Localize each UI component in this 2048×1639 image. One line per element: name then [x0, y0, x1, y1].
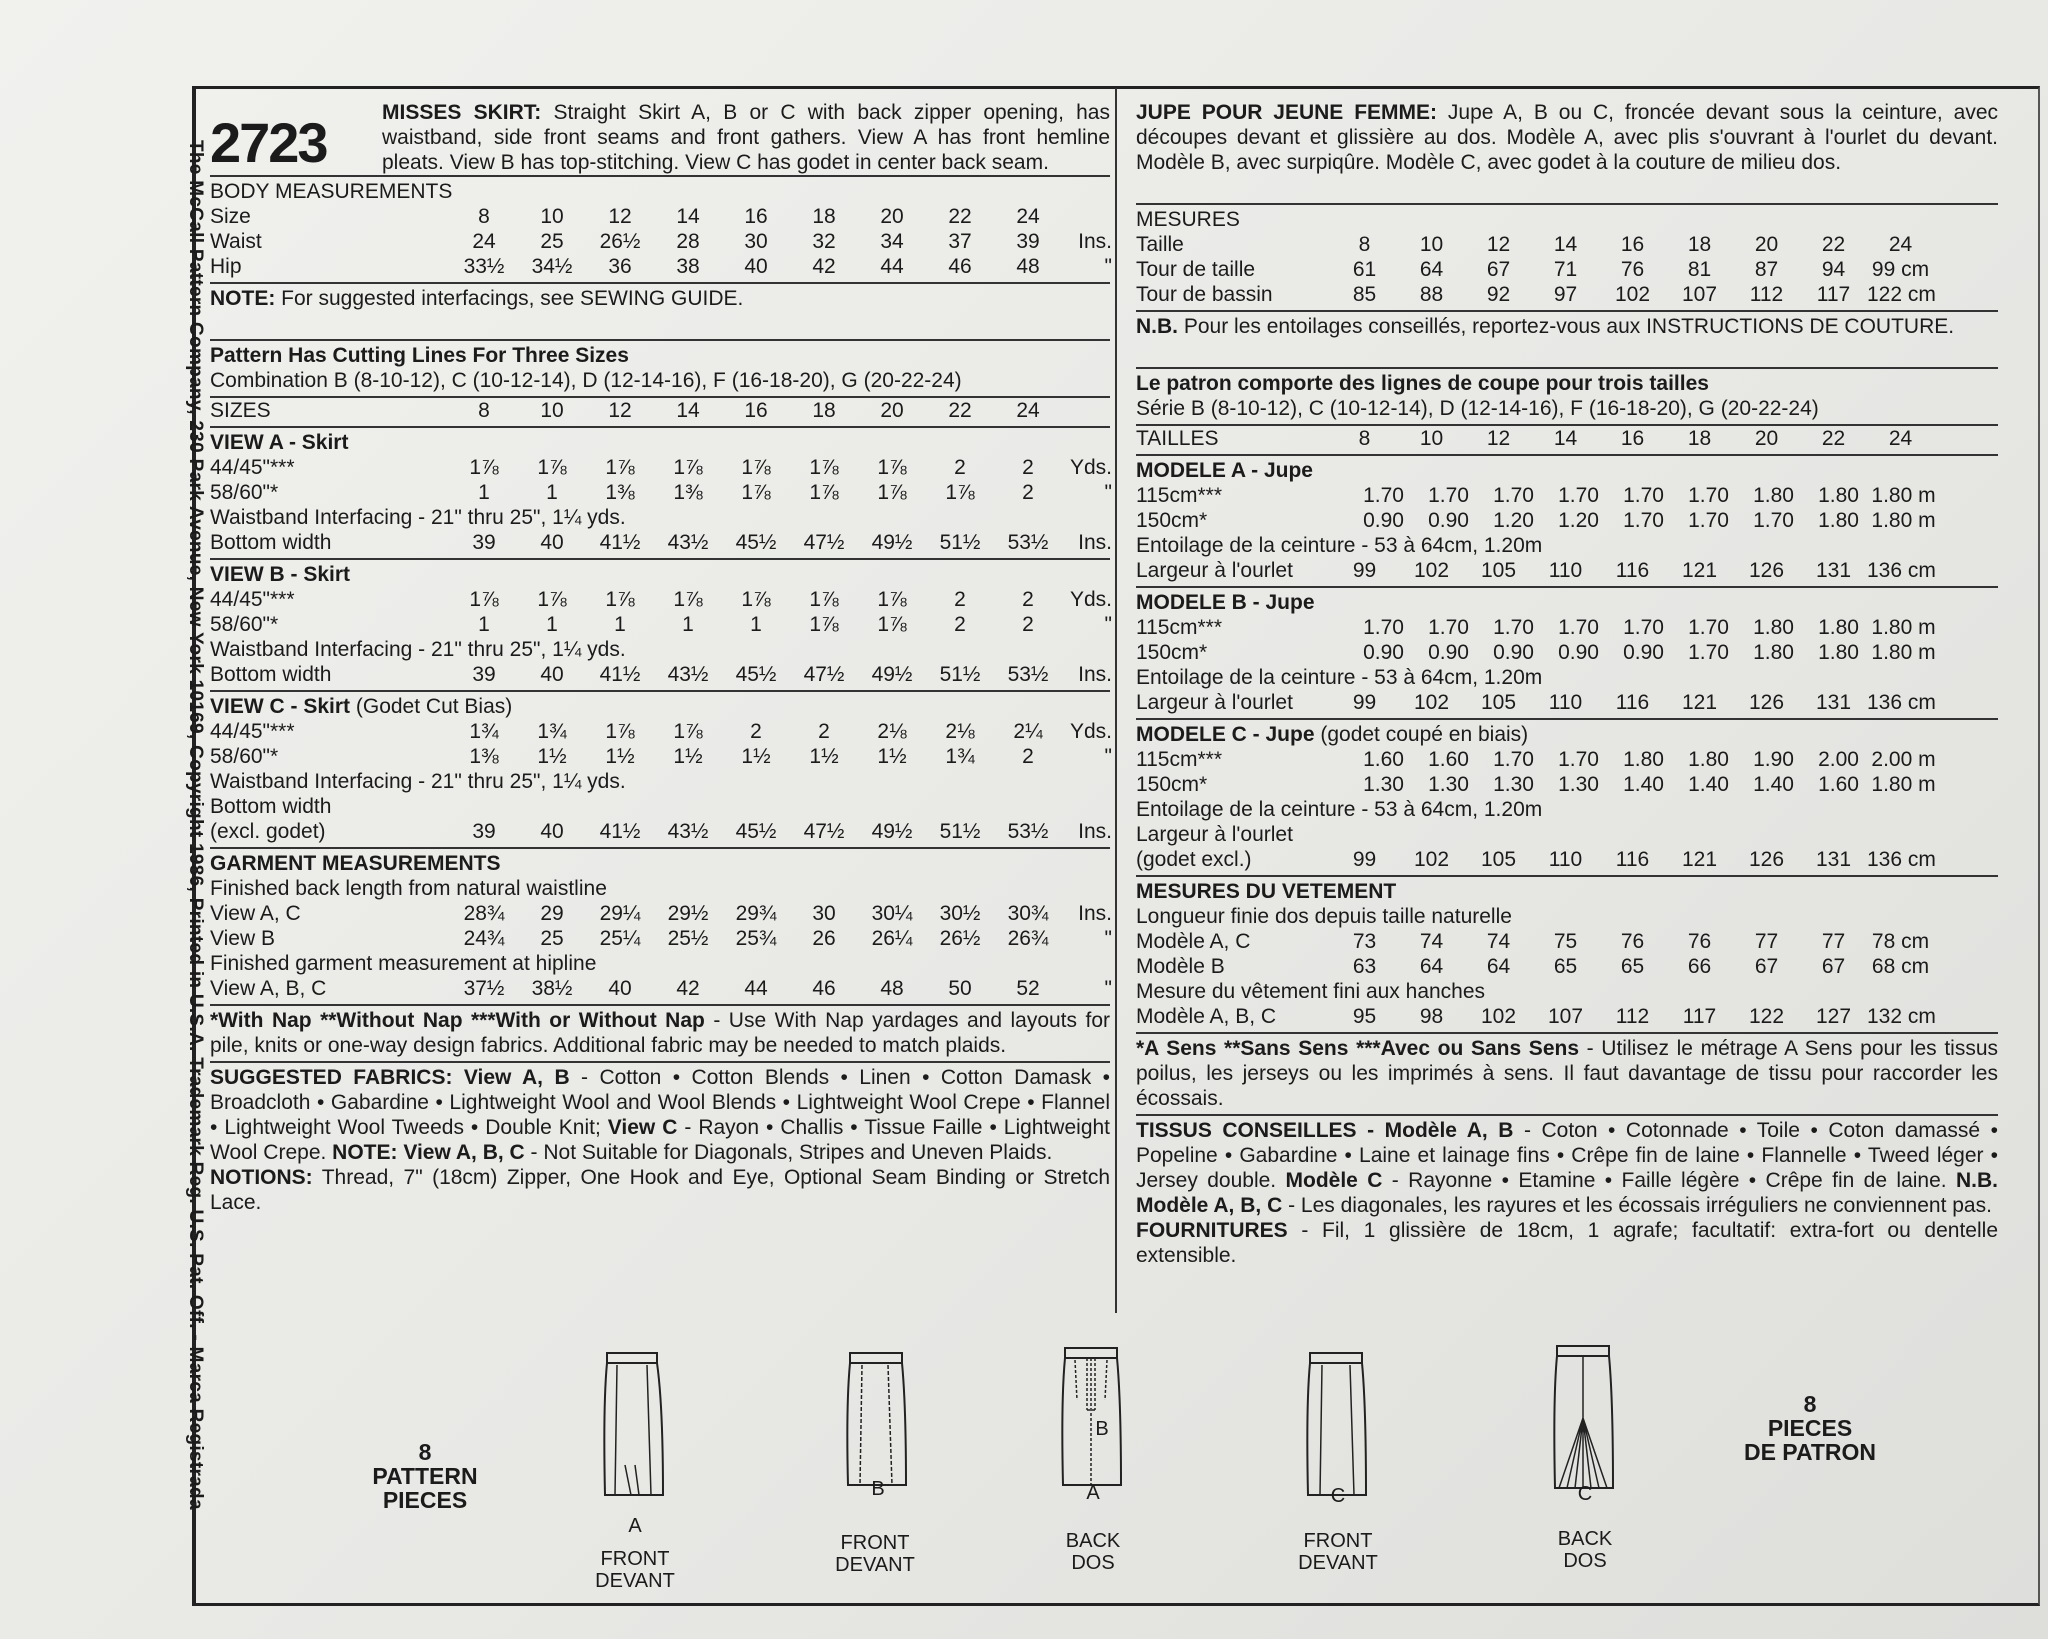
fig-letter-4: C [1330, 1485, 1346, 1507]
column-divider [1115, 88, 1117, 1313]
pattern-number: 2723 [210, 111, 327, 174]
publisher-text: The McCall Pattern Company, 230 Park Avenue, New York 10169, Copyright 1986, Printed in U.S.A. Trademark Reg. U.S. Pat. Off. - Marca Registrada [185, 140, 206, 1510]
fr-modele-a: MODELE A - Jupe 115cm*** 1.70 1.70 1.70 1.70 1.70 1.70 1.80 1.80 1.80 m 150cm* 0.90 0.90 1.20 1.20 1.70 1.70 1.70 1.80 1.80 m Entoilage de la ceinture - 53 à 64cm, 1.20m Largeur à l'ourlet 99 102 105 110 116 121 126 131 136 cm [1136, 454, 1998, 583]
en-sizes-row: SIZES 8 10 12 14 16 18 20 22 24 [210, 396, 1110, 423]
fr-sens-note: *A Sens **Sans Sens ***Avec ou Sans Sens - Utilisez le métrage A Sens pour les tissus poilus, les jerseys ou les imprimés à sens. Il faut davantage de tissu pour raccorder les écossais. [1136, 1032, 1998, 1111]
pattern-pieces-fr: 8 PIECES DE PATRON [1743, 1391, 1877, 1465]
fr-mesures-vetement: MESURES DU VETEMENT Longueur finie dos depuis taille naturelle Modèle A, C 73 74 74 75 76 76 77 77 78 cm Modèle B 63 64 64 65 65 66 67 67 68 cm Mesure du vêtement fini aux hanches Modèle A, B, C 95 98 102 107 112 117 122 127 132 cm [1136, 875, 1998, 1029]
en-view-c: VIEW C - Skirt (Godet Cut Bias) 44/45"*** 1¾ 1¾ 1⅞ 1⅞ 2 2 2⅛ 2⅛ 2¼ Yds. 58/60"* 1⅜ 1½ 1½ 1½ 1½ 1½ 1½ 1¾ 2 " Waistband Interfacing - 21" thru 25", 1¼ yds. Bottom width (excl. godet) 39 40 41½ 43½ 45½ 47½ 49½ 51½ 53½ Ins. [210, 690, 1110, 844]
skirt-c-front-diagram [1298, 1345, 1378, 1505]
fig-letter-5: C [1577, 1483, 1593, 1505]
en-nap-note: *With Nap **Without Nap ***With or Without Nap - Use With Nap yardages and layouts for pile, knits or one-way design fabrics. Additional fabric may be needed to match plaids. [210, 1004, 1110, 1058]
en-fabrics: SUGGESTED FABRICS: View A, B - Cotton • Cotton Blends • Linen • Cotton Damask • Broadcloth • Gabardine • Lightweight Wool and Wool Blends • Lightweight Wool Crepe • Flannel • Lightweight Wool Tweeds • Double Knit; View C - Rayon • Challis • Tissue Faille • Lightweight Wool Crepe. NOTE: View A, B, C - Not Suitable for Diagonals, Stripes and Uneven Plaids. [210, 1061, 1110, 1165]
en-garment-measurements: GARMENT MEASUREMENTS Finished back length from natural waistline View A, C 28¾ 29 29¼ 29½ 29¾ 30 30¼ 30½ 30¾ Ins. View B 24¾ 25 25¼ 25½ 25¾ 26 26¼ 26½ 26¾ " Finished garment measurement at hipline View A, B, C 37½ 38½ 40 42 44 46 48 50 52 " [210, 847, 1110, 1001]
fig-label-2: FRONT DEVANT [835, 1532, 915, 1576]
fig-extra-3: B [1095, 1418, 1109, 1440]
fig-letter-1: A [628, 1515, 642, 1537]
illustration-area [200, 1320, 2030, 1600]
en-note: NOTE: For suggested interfacings, see SEWING GUIDE. [210, 282, 1110, 336]
pattern-pieces-en: 8 PATTERN PIECES [372, 1439, 478, 1513]
body-measurements-heading: BODY MEASUREMENTS [210, 180, 453, 203]
english-column [210, 100, 1110, 1215]
fig-letter-2: B [871, 1478, 885, 1500]
skirt-c-back-diagram [1545, 1338, 1625, 1498]
en-body-measurements [210, 175, 1110, 279]
fr-mesures: MESURES Taille 8 10 12 14 16 18 20 22 24 Tour de taille 61 64 67 71 76 81 87 94 99 cm Tour de bassin 85 88 92 97 102 107 112 117 122 cm [1136, 203, 1998, 307]
en-notions: NOTIONS: Thread, 7" (18cm) Zipper, One Hook and Eye, Optional Seam Binding or Stretch Lace. [210, 1166, 1110, 1214]
en-description: MISSES SKIRT: Straight Skirt A, B or C with back zipper opening, has waistband, side front seams and front gathers. View A has front hemline pleats. View B has top-stitching. View C has godet in center back seam. [382, 101, 1110, 174]
fr-fournitures: FOURNITURES - Fil, 1 glissière de 18cm, 1 agrafe; facultatif: extra-fort ou dentelle extensible. [1136, 1219, 1998, 1267]
fr-tailles-row: TAILLES 8 10 12 14 16 18 20 22 24 [1136, 424, 1998, 451]
en-cutting-lines: Pattern Has Cutting Lines For Three Sizes Combination B (8-10-12), C (10-12-14), D (12-14-16), F (16-18-20), G (20-22-24) [210, 339, 1110, 393]
fr-modele-c: MODELE C - Jupe (godet coupé en biais) 115cm*** 1.60 1.60 1.70 1.70 1.80 1.80 1.90 2.00 2.00 m 150cm* 1.30 1.30 1.30 1.30 1.40 1.40 1.40 1.60 1.80 m Entoilage de la ceinture - 53 à 64cm, 1.20m Largeur à l'ourlet (godet excl.) 99 102 105 110 116 121 126 131 136 cm [1136, 718, 1998, 872]
fig-label-5: BACK DOS [1557, 1528, 1613, 1572]
en-header [210, 100, 1110, 175]
fig-label-1: FRONT DEVANT [595, 1548, 675, 1592]
en-view-a: VIEW A - Skirt 44/45"*** 1⅞ 1⅞ 1⅞ 1⅞ 1⅞ 1⅞ 1⅞ 2 2 Yds. 58/60"* 1 1 1⅜ 1⅜ 1⅞ 1⅞ 1⅞ 1⅞ 2 " Waistband Interfacing - 21" thru 25", 1¼ yds. Bottom width 39 40 41½ 43½ 45½ 47½ 49½ 51½ 53½ Ins. [210, 426, 1110, 555]
fig-label-3: BACK DOS [1065, 1530, 1121, 1574]
fr-coupe: Le patron comporte des lignes de coupe pour trois tailles Série B (8-10-12), C (10-12-14), D (12-14-16), F (16-18-20), G (20-22-24) [1136, 367, 1998, 421]
french-column [1136, 100, 1998, 1268]
waist-row: Waist 24 25 26½ 28 30 32 34 37 39 Ins. [210, 230, 1112, 253]
size-row: Size 8 10 12 14 16 18 20 22 24 [210, 205, 1040, 228]
fr-tissus: TISSUS CONSEILLES - Modèle A, B - Coton • Cotonnade • Toile • Coton damassé • Popeline • Gabardine • Laine et lainage fins • Crêpe fin de laine • Flannelle • Tweed léger • Jersey double. Modèle C - Rayonne • Etamine • Faille légère • Crêpe fin de laine. N.B. Modèle A, B, C - Les diagonales, les rayures et les écossais irréguliers ne conviennent pas. [1136, 1114, 1998, 1218]
fig-label-4: FRONT DEVANT [1298, 1530, 1378, 1574]
fr-description: JUPE POUR JEUNE FEMME: Jupe A, B ou C, froncée devant sous la ceinture, avec découpes devant et glissière au dos. Modèle A, avec plis s'ouvrant à l'ourlet du devant. Modèle B, avec surpiqûre. Modèle C, avec godet à la couture de milieu dos. [1136, 101, 1999, 174]
fr-nb: N.B. Pour les entoilages conseillés, reportez-vous aux INSTRUCTIONS DE COUTURE. [1136, 310, 1998, 364]
fr-modele-b: MODELE B - Jupe 115cm*** 1.70 1.70 1.70 1.70 1.70 1.70 1.80 1.80 1.80 m 150cm* 0.90 0.90 0.90 0.90 0.90 1.70 1.80 1.80 1.80 m Entoilage de la ceinture - 53 à 64cm, 1.20m Largeur à l'ourlet 99 102 105 110 116 121 126 131 136 cm [1136, 586, 1998, 715]
hip-row: Hip 33½ 34½ 36 38 40 42 44 46 48 " [210, 255, 1112, 278]
en-view-b: VIEW B - Skirt 44/45"*** 1⅞ 1⅞ 1⅞ 1⅞ 1⅞ 1⅞ 1⅞ 2 2 Yds. 58/60"* 1 1 1 1 1 1⅞ 1⅞ 2 2 " Waistband Interfacing - 21" thru 25", 1¼ yds. Bottom width 39 40 41½ 43½ 45½ 47½ 49½ 51½ 53½ Ins. [210, 558, 1110, 687]
skirt-b-front-diagram [838, 1345, 918, 1495]
fig-letter-3: A [1086, 1482, 1100, 1504]
skirt-a-front-diagram [595, 1345, 675, 1505]
